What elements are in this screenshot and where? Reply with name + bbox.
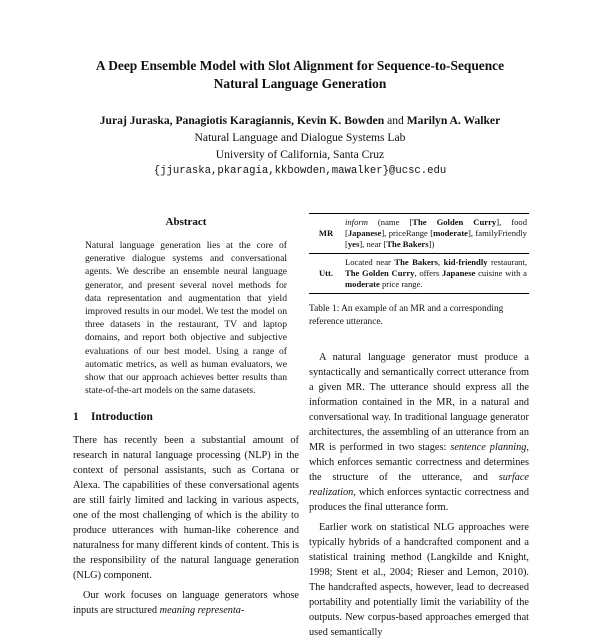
intro-p2-emphasis: meaning representa- bbox=[159, 605, 245, 617]
intro-paragraph-1: There has recently been a substantial amount of research in natural language processing (NLP) in the context of personal assistants, such as Cortana or Alexa. The capabilities of these conversational agents are still fairly limited and lacking in various aspects, one of the most challenging of which is the ability to produce utterances with human-like coherence and naturalness for many different kinds of content. This is the responsibility of the natural language generation (NLG) component. bbox=[73, 435, 299, 582]
utt-label: Utt. bbox=[318, 268, 334, 278]
mr-value: yes bbox=[347, 239, 360, 249]
utt-text: cuisine with a bbox=[475, 268, 527, 278]
table-row-utterance bbox=[309, 254, 529, 294]
mr-text: ], priceRange [ bbox=[381, 228, 434, 238]
p-text: A natural language generator must produce a syntactically and semantically correct utterance from a given MR. The utterance should express all the information contained in the MR, in a natural and conversational way. In traditional language generator architectures, the assembling of an utterance from an MR is performed in two stages: bbox=[309, 352, 529, 453]
mr-text: ], familyFriendly [ bbox=[345, 228, 527, 249]
utt-value: Japanese bbox=[441, 268, 476, 278]
abstract-text: Natural language generation lies at the core of generative dialogue systems and conversational agents. We describe an ensemble neural language generator, and present several novel methods for data representation and augmentation that yield improved results in our model. We test the model on three datasets in the restaurant, TV and laptop domains, and report both objective and subjective evaluations of our best model. Using a range of automatic metrics, as well as human evaluators, we show that our approach achieves better results than state-of-the-art models on the same datasets. bbox=[85, 240, 287, 397]
mr-text: (name [ bbox=[367, 217, 413, 227]
section-heading-introduction bbox=[73, 410, 299, 425]
section-number: 1 bbox=[73, 411, 79, 424]
left-column bbox=[73, 215, 299, 618]
university: University of California, Santa Cruz bbox=[215, 148, 385, 161]
mr-text: ]) bbox=[428, 239, 435, 249]
table-row-mr bbox=[309, 214, 529, 254]
author-names bbox=[40, 112, 560, 129]
utt-value: The Bakers bbox=[394, 257, 438, 267]
utt-cell bbox=[343, 254, 529, 294]
p-text: , which enforces semantic correctness and determines the structure of the utterance, and bbox=[309, 442, 529, 483]
table-caption: Table 1: An example of an MR and a corresponding reference utterance. bbox=[309, 304, 504, 327]
mr-value: The Bakers bbox=[386, 239, 429, 249]
utt-text: Located near bbox=[345, 257, 395, 267]
mr-value: moderate bbox=[433, 228, 468, 238]
mr-value: Japanese bbox=[347, 228, 382, 238]
mr-text: ], near [ bbox=[359, 239, 387, 249]
author-block bbox=[40, 112, 560, 180]
paper-title bbox=[60, 57, 540, 93]
utt-text: restaurant, bbox=[487, 257, 528, 267]
utt-value: moderate bbox=[345, 279, 380, 289]
affiliation: Natural Language and Dialogue Systems Lab bbox=[194, 131, 406, 144]
mr-label: MR bbox=[309, 214, 343, 254]
utt-text: price range. bbox=[379, 279, 423, 289]
mr-value: The Golden Curry bbox=[412, 217, 497, 227]
title-line-1: A Deep Ensemble Model with Slot Alignment for Sequence-to-Sequence bbox=[95, 58, 505, 73]
author-and: and bbox=[387, 114, 404, 127]
mr-act: inform bbox=[345, 217, 368, 227]
right-paragraph-1 bbox=[309, 350, 529, 515]
p-emphasis: surface realization bbox=[309, 472, 529, 498]
intro-paragraph-2 bbox=[73, 588, 299, 618]
mr-text: ], food [ bbox=[345, 217, 527, 238]
utt-value: The Golden Curry bbox=[345, 268, 415, 278]
p-text: , which enforces syntactic correctness and produces the final utterance form. bbox=[309, 487, 529, 513]
mr-cell bbox=[343, 214, 529, 254]
author-emails: {jjuraska,pkaragia,kkbowden,mawalker}@ucsc.edu bbox=[153, 165, 447, 177]
intro-p2-text: Our work focuses on language generators whose inputs are structured bbox=[73, 590, 299, 617]
utt-text: , offers bbox=[414, 268, 442, 278]
right-body bbox=[309, 350, 529, 640]
section-title: Introduction bbox=[91, 411, 153, 424]
utt-text: , bbox=[437, 257, 444, 267]
author-names-part1: Juraj Juraska, Panagiotis Karagiannis, Kevin K. Bowden bbox=[99, 114, 385, 127]
mr-example-table bbox=[309, 213, 529, 294]
p-emphasis: sentence planning bbox=[450, 442, 527, 453]
title-line-2: Natural Language Generation bbox=[213, 76, 387, 91]
utt-value: kid-friendly bbox=[443, 257, 488, 267]
right-paragraph-2: Earlier work on statistical NLG approaches were typically hybrids of a handcrafted component and a statistical training method (Langkilde and Knight, 1998; Stent et al., 2004; Rieser and Lemon, 2010). The handcrafted aspects, however, lead to decreased portability and potentially limit the variability of the outputs. New corpus-based approaches emerged that used semantically bbox=[309, 522, 529, 638]
author-names-part2: Marilyn A. Walker bbox=[406, 114, 501, 127]
right-column bbox=[309, 213, 529, 640]
abstract-heading: Abstract bbox=[165, 216, 207, 228]
